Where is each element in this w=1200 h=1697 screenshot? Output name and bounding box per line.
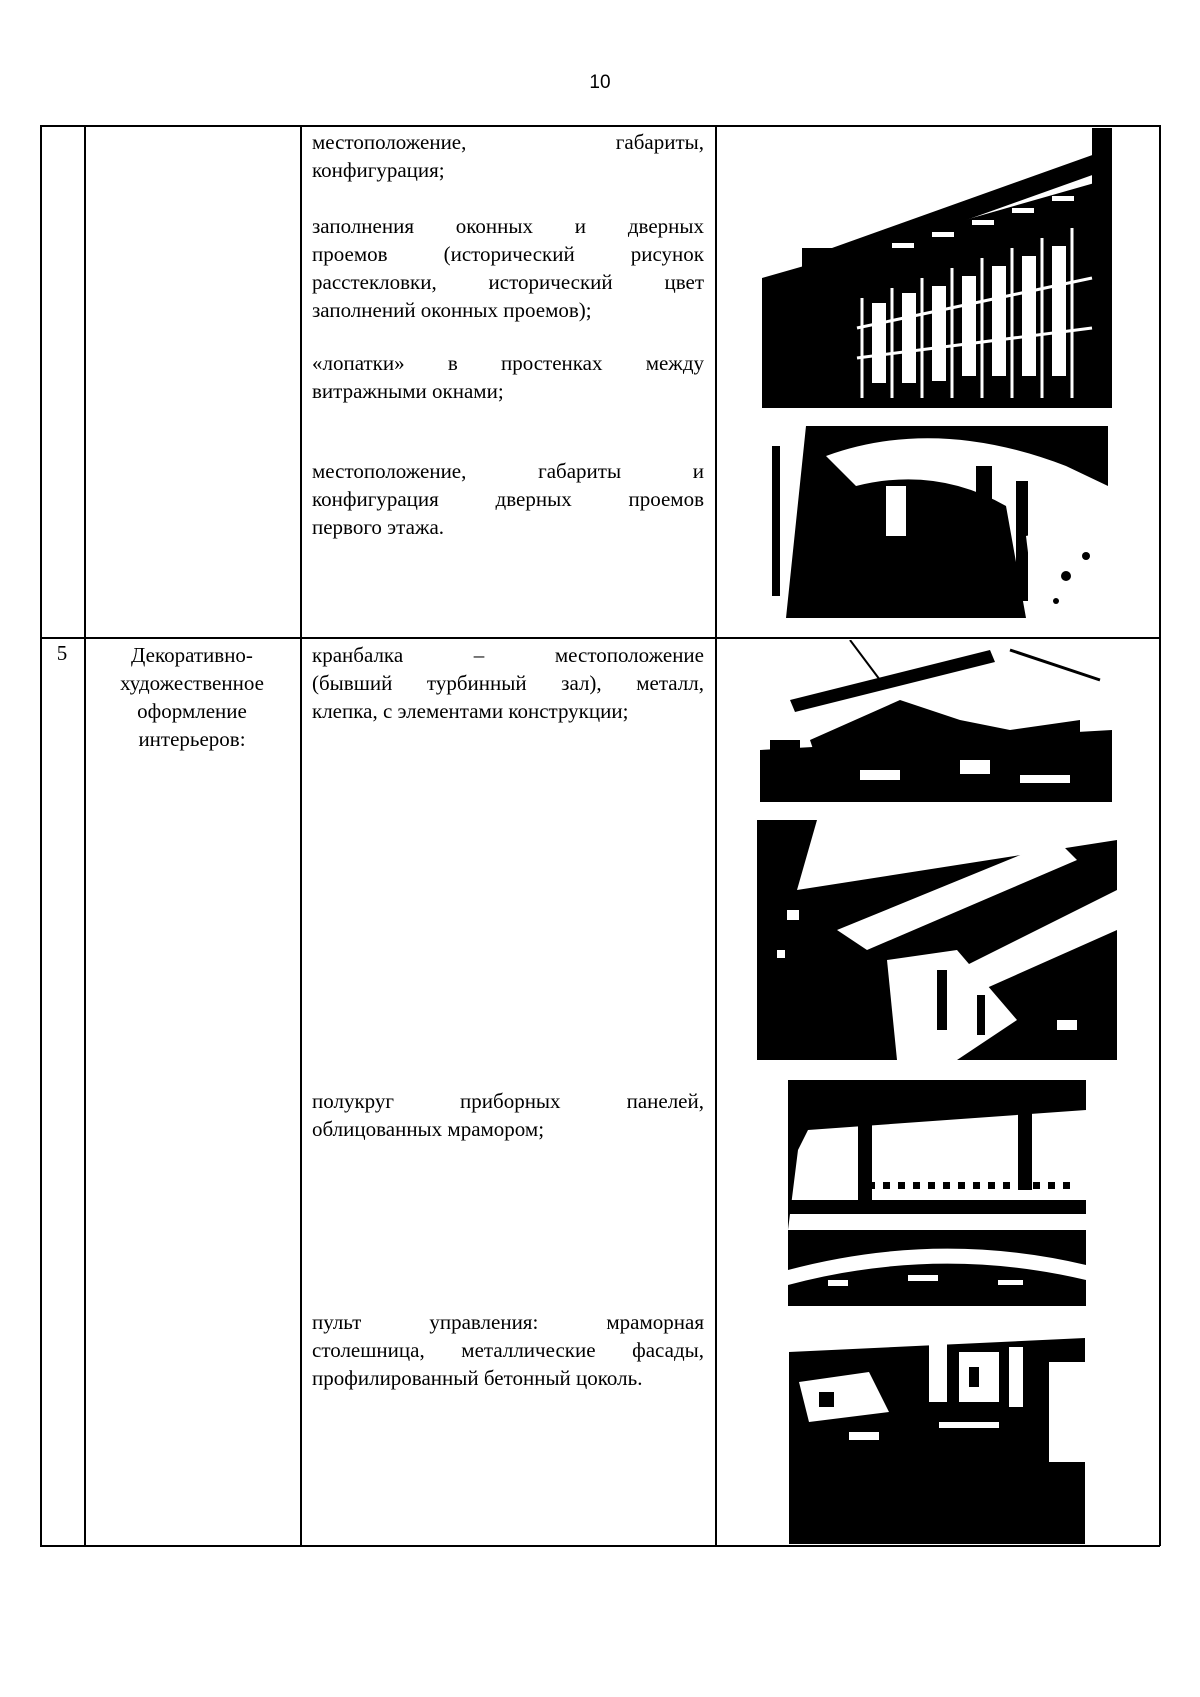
facade-exterior-photo: [762, 128, 1112, 408]
page-number: 10: [589, 72, 611, 93]
requirement-item: кранбалка – местоположение (бывший турбинный зал), металл, клепка, с элементами конструкции;: [312, 643, 704, 723]
table-left-border: [40, 125, 42, 1546]
column-divider: [300, 125, 302, 1546]
table-bottom-border: [40, 1545, 1160, 1547]
row-title: Декоративно- художественное оформление интерьеров:: [120, 643, 264, 751]
doorway-interior-photo: [766, 426, 1108, 618]
requirement-item: местоположение, габариты и конфигурация дверных проемов первого этажа.: [312, 459, 704, 539]
requirement-item: пульт управления: мраморная столешница, металлические фасады, профилированный бетонный цоколь.: [312, 1310, 704, 1390]
table-top-border: [40, 125, 1160, 127]
requirement-item: заполнения оконных и дверных проемов (исторический рисунок расстекловки, исторический цвет заполнений оконных проемов);: [312, 214, 704, 322]
requirement-item: местоположение, габариты, конфигурация;: [312, 130, 704, 182]
row-divider: [40, 637, 1160, 639]
instrument-panels-photo: [788, 1080, 1086, 1306]
requirement-item: полукруг приборных панелей, облицованных мрамором;: [312, 1089, 704, 1141]
turbine-hall-ceiling-photo: [757, 820, 1117, 1060]
control-desk-photo: [789, 1322, 1085, 1544]
column-divider: [715, 125, 717, 1546]
column-divider: [84, 125, 86, 1546]
table-right-border: [1159, 125, 1161, 1546]
requirement-item: «лопатки» в простенках между витражными окнами;: [312, 351, 704, 403]
crane-beam-photo: [760, 640, 1112, 802]
row-number: 5: [56, 641, 68, 665]
